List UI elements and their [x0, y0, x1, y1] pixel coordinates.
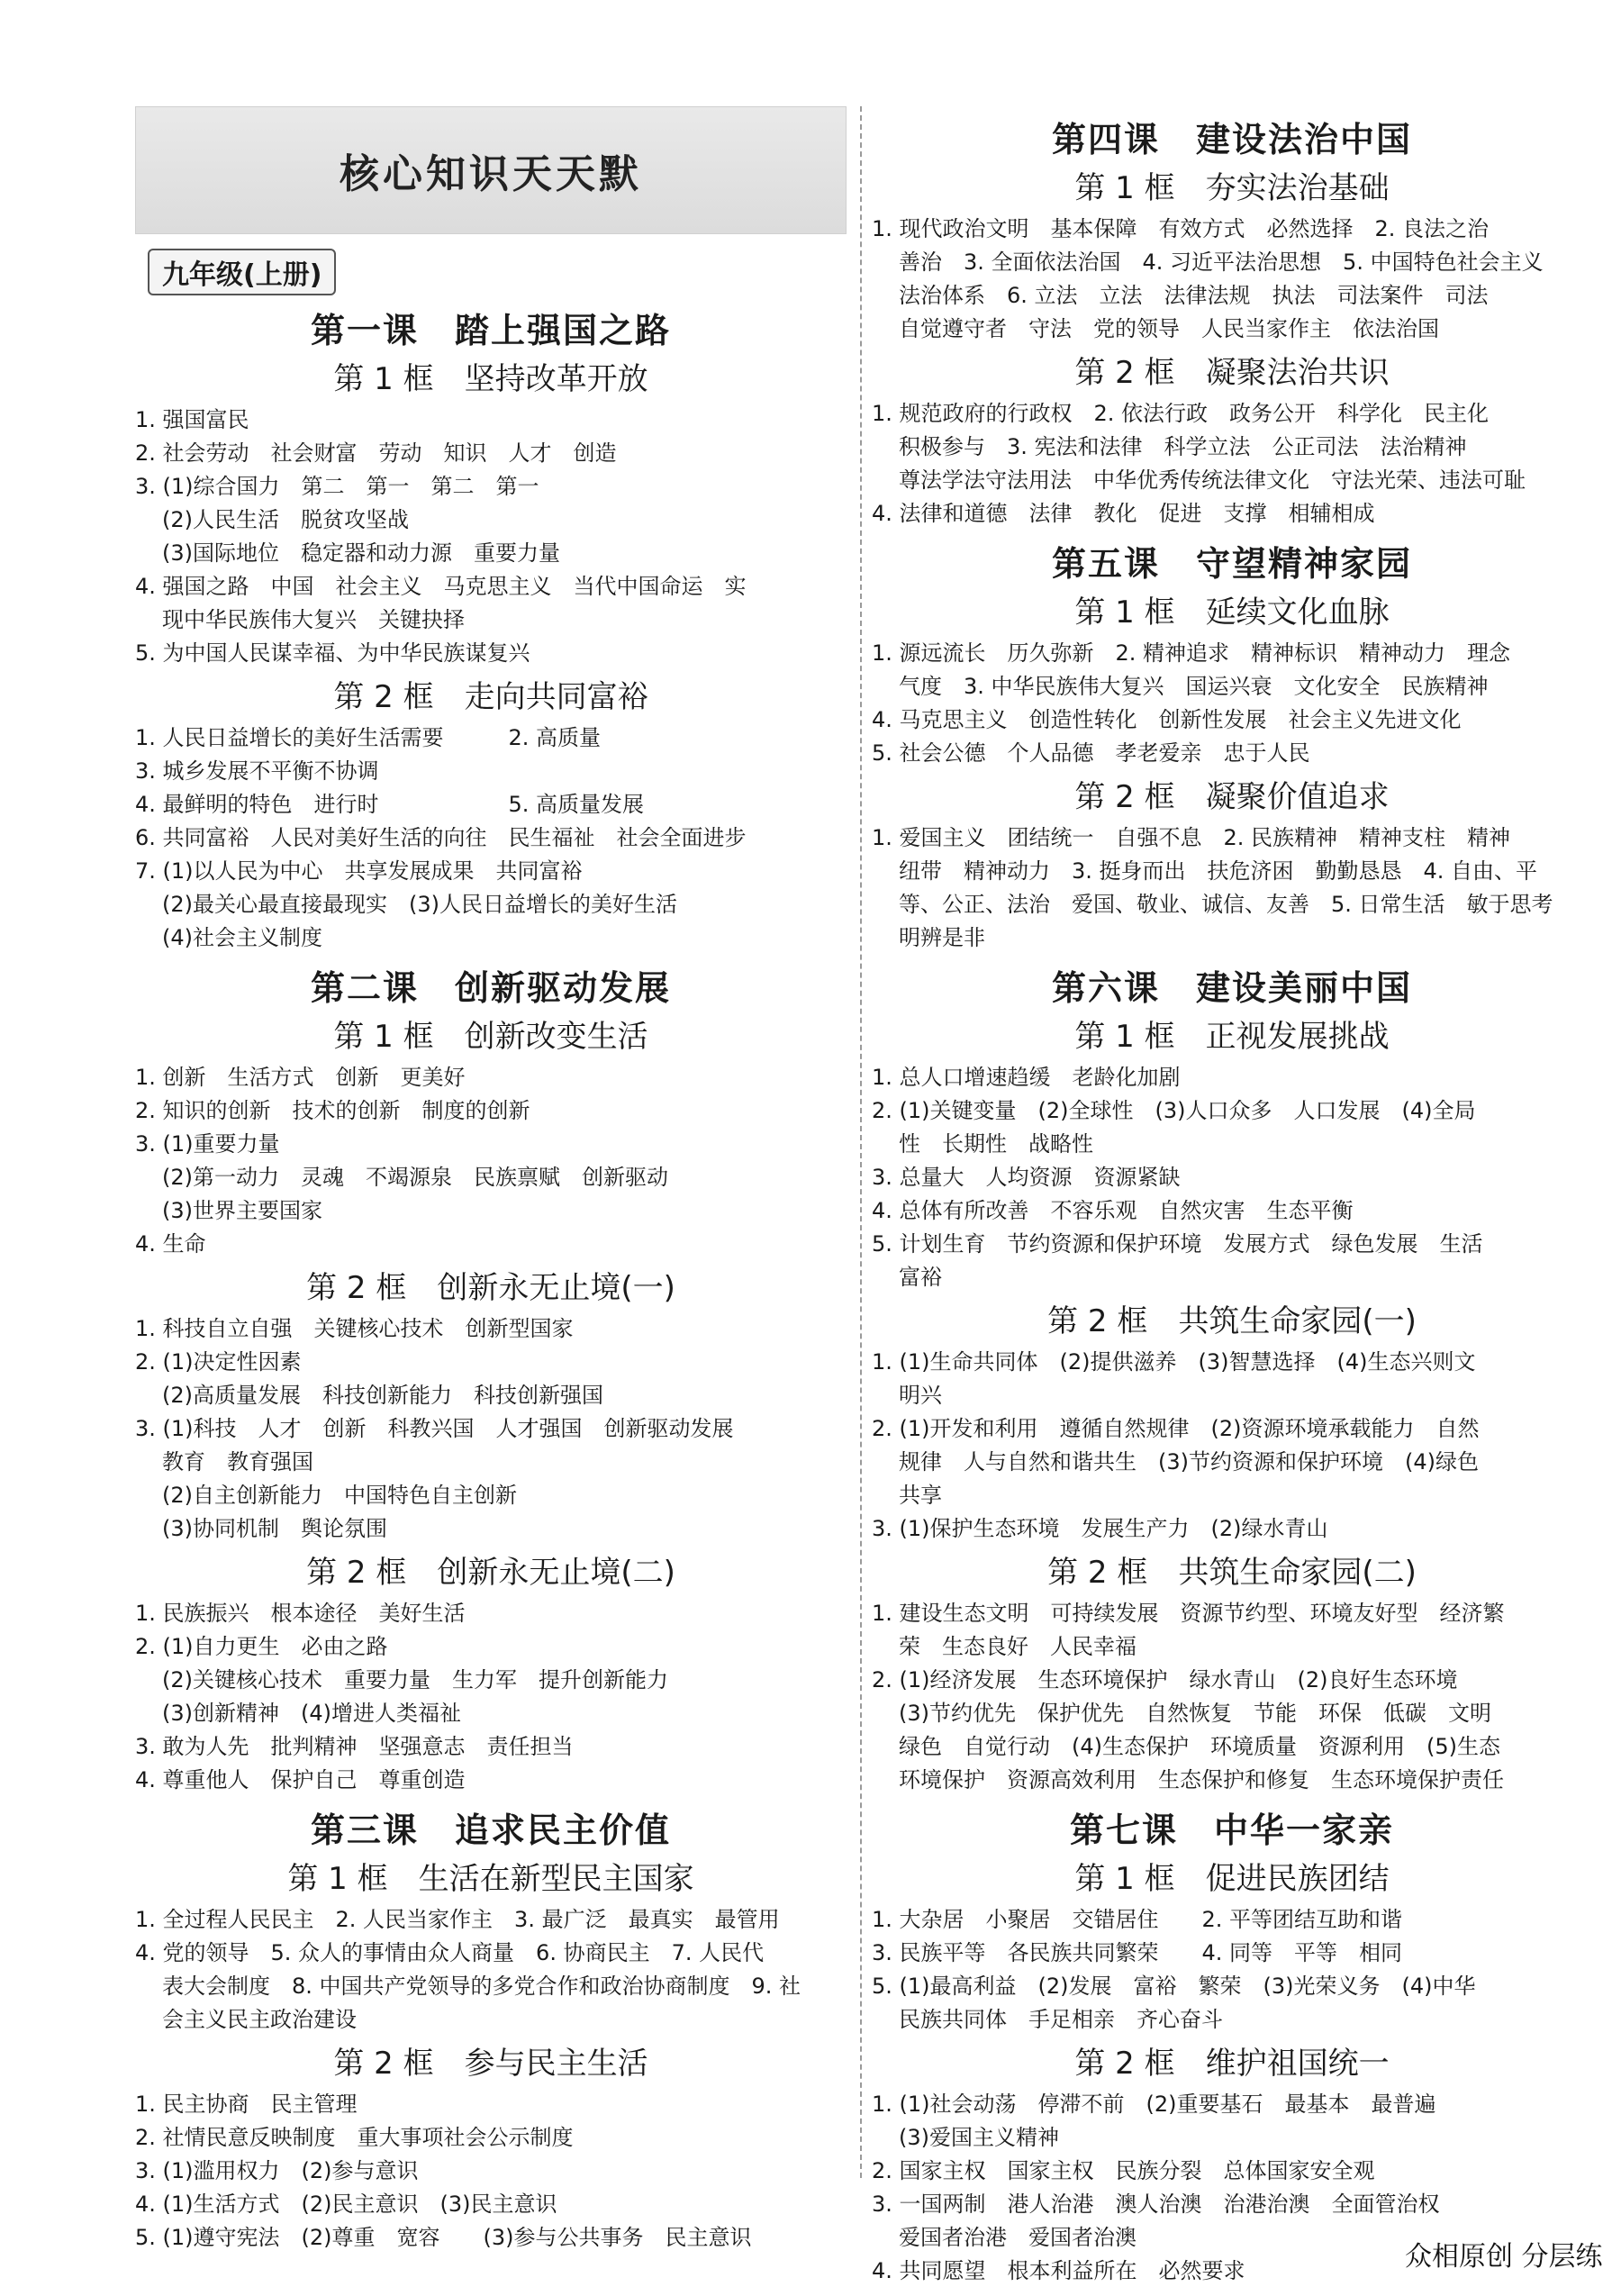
answer-line: 1. 科技自立自强 关键核心技术 创新型国家 [135, 1316, 574, 1341]
frame-title: 第 1 框 延续文化血脉 [1074, 594, 1390, 631]
frame-title: 第 2 框 凝聚法治共识 [1074, 355, 1390, 391]
lesson-title: 第二课 创新驱动发展 [310, 967, 671, 1008]
answer-line: 1. 大杂居 小聚居 交错居住 2. 平等团结互助和谐 [872, 1907, 1403, 1932]
answer-line: 善治 3. 全面依法治国 4. 习近平法治思想 5. 中国特色社会主义 [899, 250, 1544, 275]
lesson-title: 第一课 踏上强国之路 [310, 310, 671, 350]
answer-line: 1. 全过程人民民主 2. 人民当家作主 3. 最广泛 最真实 最管用 [135, 1907, 780, 1932]
answer-line: 3. (1)重要力量 [135, 1131, 280, 1157]
answer-list [872, 637, 1592, 770]
answer-line: (3)国际地位 稳定器和动力源 重要力量 [162, 540, 560, 566]
answer-line: 6. 共同富裕 人民对美好生活的向往 民生福祉 社会全面进步 [135, 825, 747, 850]
frame-title: 第 2 框 创新永无止境(二) [306, 1555, 675, 1591]
answer-line: 5. (1)最高利益 (2)发展 富裕 繁荣 (3)光荣义务 (4)中华 [872, 1974, 1476, 1999]
lesson-title: 第四课 建设法治中国 [1051, 119, 1412, 159]
answer-line: 法治体系 6. 立法 立法 法律法规 执法 司法案件 司法 [899, 283, 1489, 308]
answer-line: 会主义民主政治建设 [162, 2007, 357, 2032]
answer-line: 环境保护 资源高效利用 生态保护和修复 生态环境保护责任 [899, 1767, 1504, 1792]
answer-line: 4. 法律和道德 法律 教化 促进 支撑 相辅相成 [872, 501, 1375, 526]
answer-line: (3)爱国主义精神 [899, 2125, 1059, 2150]
answer-line: 1. 人民日益增长的美好生活需要 2. 高质量 [135, 725, 602, 750]
answer-list [872, 397, 1592, 531]
answer-line: 共享 [899, 1483, 942, 1508]
answer-line: 1. 爱国主义 团结统一 自强不息 2. 民族精神 精神支柱 精神 [872, 825, 1511, 850]
answer-list [872, 1597, 1592, 1797]
answer-line: 1. (1)社会动荡 停滞不前 (2)重要基石 最基本 最普遍 [872, 2092, 1436, 2117]
answer-line: 1. 创新 生活方式 创新 更美好 [135, 1065, 466, 1090]
answer-line: 富裕 [899, 1265, 942, 1290]
answer-line: 2. 知识的创新 技术的创新 制度的创新 [135, 1098, 530, 1123]
lesson-title: 第六课 建设美丽中国 [1051, 967, 1412, 1008]
answer-line: 等、公正、法治 爱国、敬业、诚信、友善 5. 日常生活 敏于思考 [899, 892, 1553, 917]
column-divider [860, 106, 862, 2178]
answer-line: 5. (1)遵守宪法 (2)尊重 宽容 (3)参与公共事务 民主意识 [135, 2225, 752, 2250]
answer-line: 积极参与 3. 宪法和法律 科学立法 公正司法 法治精神 [899, 434, 1467, 459]
answer-line: 气度 3. 中华民族伟大复兴 国运兴衰 文化安全 民族精神 [899, 674, 1489, 699]
answer-line: 4. 生命 [135, 1231, 206, 1257]
right-column [872, 106, 1592, 2288]
answer-list [135, 1597, 847, 1797]
answer-line: 2. 社会劳动 社会财富 劳动 知识 人才 创造 [135, 440, 617, 466]
lesson-title: 第五课 守望精神家园 [1051, 543, 1412, 584]
answer-line: (2)关键核心技术 重要力量 生力军 提升创新能力 [162, 1667, 668, 1693]
answer-list [135, 2088, 847, 2255]
frame-title: 第 1 框 坚持改革开放 [333, 361, 648, 397]
frame-title: 第 2 框 凝聚价值追求 [1074, 779, 1390, 815]
answer-line: 3. 城乡发展不平衡不协调 [135, 758, 379, 784]
answer-line: 3. 总量大 人均资源 资源紧缺 [872, 1165, 1181, 1190]
frame-title: 第 2 框 共筑生命家园(二) [1047, 1555, 1417, 1591]
answer-line: 明辨是非 [899, 925, 985, 950]
answer-line: (2)自主创新能力 中国特色自主创新 [162, 1483, 517, 1508]
answer-line: 4. 最鲜明的特色 进行时 5. 高质量发展 [135, 792, 645, 817]
answer-list [872, 213, 1592, 346]
answer-line: 纽带 精神动力 3. 挺身而出 扶危济困 勤勤恳恳 4. 自由、平 [899, 858, 1538, 884]
frame-title: 第 1 框 夯实法治基础 [1074, 170, 1390, 206]
answer-line: 4. (1)生活方式 (2)民主意识 (3)民主意识 [135, 2192, 557, 2217]
answer-line: 2. (1)经济发展 生态环境保护 绿水青山 (2)良好生态环境 [872, 1667, 1458, 1693]
answer-line: 7. (1)以人民为中心 共享发展成果 共同富裕 [135, 858, 583, 884]
answer-line: 2. (1)决定性因素 [135, 1349, 302, 1375]
answer-line: (3)协同机制 舆论氛围 [162, 1516, 387, 1541]
answer-line: 现中华民族伟大复兴 关键抉择 [162, 607, 465, 632]
answer-line: 3. 民族平等 各民族共同繁荣 4. 同等 平等 相同 [872, 1940, 1403, 1965]
answer-line: 规律 人与自然和谐共生 (3)节约资源和保护环境 (4)绿色 [899, 1449, 1479, 1475]
answer-line: 1. 民族振兴 根本途径 美好生活 [135, 1601, 466, 1626]
answer-line: 1. 源远流长 历久弥新 2. 精神追求 精神标识 精神动力 理念 [872, 640, 1511, 666]
answer-line: 1. 民主协商 民主管理 [135, 2092, 358, 2117]
answer-line: 表大会制度 8. 中国共产党领导的多党合作和政治协商制度 9. 社 [162, 1974, 801, 1999]
answer-line: 1. 规范政府的行政权 2. 依法行政 政务公开 科学化 民主化 [872, 401, 1490, 426]
answer-line: 教育 教育强国 [162, 1449, 313, 1475]
answer-line: 民族共同体 手足相亲 齐心奋斗 [899, 2007, 1223, 2032]
frame-title: 第 1 框 生活在新型民主国家 [287, 1861, 694, 1897]
answer-line: 2. 国家主权 国家主权 民族分裂 总体国家安全观 [872, 2158, 1375, 2183]
answer-line: 1. 总人口增速趋缓 老龄化加剧 [872, 1065, 1181, 1090]
answer-line: (4)社会主义制度 [162, 925, 322, 950]
answer-line: 5. 计划生育 节约资源和保护环境 发展方式 绿色发展 生活 [872, 1231, 1483, 1257]
answer-line: (2)最关心最直接最现实 (3)人民日益增长的美好生活 [162, 892, 677, 917]
answer-line: 明兴 [899, 1383, 942, 1408]
lesson-title: 第三课 追求民主价值 [310, 1810, 671, 1850]
answer-line: 5. 为中国人民谋幸福、为中华民族谋复兴 [135, 640, 530, 666]
answer-line: 性 长期性 战略性 [899, 1131, 1093, 1157]
answer-line: 尊法学法守法用法 中华优秀传统法律文化 守法光荣、违法可耻 [899, 467, 1526, 493]
frame-title: 第 1 框 创新改变生活 [333, 1019, 648, 1055]
answer-list [135, 721, 847, 955]
answer-line: 4. 尊重他人 保护自己 尊重创造 [135, 1767, 466, 1792]
answer-list [135, 1903, 847, 2037]
frame-title: 第 2 框 参与民主生活 [333, 2046, 648, 2082]
frame-title: 第 2 框 走向共同富裕 [333, 679, 648, 715]
frame-title: 第 2 框 共筑生命家园(一) [1047, 1303, 1417, 1339]
answer-line: 3. (1)科技 人才 创新 科教兴国 人才强国 创新驱动发展 [135, 1416, 734, 1441]
answer-line: 4. 党的领导 5. 众人的事情由众人商量 6. 协商民主 7. 人民代 [135, 1940, 765, 1965]
answer-line: 3. (1)滥用权力 (2)参与意识 [135, 2158, 419, 2183]
answer-line: (3)节约优先 保护优先 自然恢复 节能 环保 低碳 文明 [899, 1701, 1491, 1726]
answer-line: 3. (1)综合国力 第二 第一 第二 第一 [135, 474, 539, 499]
answer-list [872, 1061, 1592, 1294]
answer-line: 1. 建设生态文明 可持续发展 资源节约型、环境友好型 经济繁 [872, 1601, 1505, 1626]
answer-line: 1. 强国富民 [135, 407, 249, 432]
frame-title: 第 2 框 维护祖国统一 [1074, 2046, 1390, 2082]
answer-line: 1. (1)生命共同体 (2)提供滋养 (3)智慧选择 (4)生态兴则文 [872, 1349, 1476, 1375]
answer-line: (2)第一动力 灵魂 不竭源泉 民族禀赋 创新驱动 [162, 1165, 668, 1190]
answer-list [872, 821, 1592, 955]
answer-line: 1. 现代政治文明 基本保障 有效方式 必然选择 2. 良法之治 [872, 216, 1490, 241]
answer-line: 2. (1)开发和利用 遵循自然规律 (2)资源环境承载能力 自然 [872, 1416, 1480, 1441]
answer-list [872, 1346, 1592, 1546]
answer-line: 2. (1)关键变量 (2)全球性 (3)人口众多 人口发展 (4)全局 [872, 1098, 1476, 1123]
answer-line: 爱国者治港 爱国者治澳 [899, 2225, 1137, 2250]
frame-title: 第 2 框 创新永无止境(一) [306, 1270, 675, 1306]
answer-line: 绿色 自觉行动 (4)生态保护 环境质量 资源利用 (5)生态 [899, 1734, 1500, 1759]
answer-line: 4. 共同愿望 根本利益所在 必然要求 [872, 2258, 1245, 2283]
answer-line: 自觉遵守者 守法 党的领导 人民当家作主 依法治国 [899, 316, 1439, 341]
answer-line: (2)高质量发展 科技创新能力 科技创新强国 [162, 1383, 603, 1408]
answer-line: 4. 总体有所改善 不容乐观 自然灾害 生态平衡 [872, 1198, 1354, 1223]
answer-line: (3)世界主要国家 [162, 1198, 322, 1223]
lesson-title: 第七课 中华一家亲 [1069, 1810, 1394, 1850]
answer-line: 5. 社会公德 个人品德 孝老爱亲 忠于人民 [872, 740, 1310, 766]
grade-label: 九年级(上册) [148, 249, 336, 295]
banner-title: 核心知识天天默 [340, 151, 642, 197]
frame-title: 第 1 框 正视发展挑战 [1074, 1019, 1390, 1055]
answer-line: 2. 社情民意反映制度 重大事项社会公示制度 [135, 2125, 574, 2150]
answer-list [135, 1312, 847, 1546]
answer-line: (3)创新精神 (4)增进人类福祉 [162, 1701, 461, 1726]
answer-line: 4. 马克思主义 创造性转化 创新性发展 社会主义先进文化 [872, 707, 1462, 732]
left-column [135, 106, 847, 2255]
answer-list [135, 404, 847, 670]
answer-line: (2)人民生活 脱贫攻坚战 [162, 507, 409, 532]
answer-line: 3. (1)保护生态环境 发展生产力 (2)绿水青山 [872, 1516, 1328, 1541]
answer-line: 2. (1)自力更生 必由之路 [135, 1634, 388, 1659]
page-banner [135, 106, 847, 234]
answer-line: 荣 生态良好 人民幸福 [899, 1634, 1137, 1659]
answer-line: 3. 敢为人先 批判精神 坚强意志 责任担当 [135, 1734, 574, 1759]
answer-list [135, 1061, 847, 1261]
footer-brand: 众相原创 分层练 [1405, 2241, 1603, 2273]
answer-list [872, 1903, 1592, 2037]
answer-line: 4. 强国之路 中国 社会主义 马克思主义 当代中国命运 实 [135, 574, 747, 599]
answer-line: 3. 一国两制 港人治港 澳人治澳 治港治澳 全面管治权 [872, 2192, 1440, 2217]
frame-title: 第 1 框 促进民族团结 [1074, 1861, 1390, 1897]
